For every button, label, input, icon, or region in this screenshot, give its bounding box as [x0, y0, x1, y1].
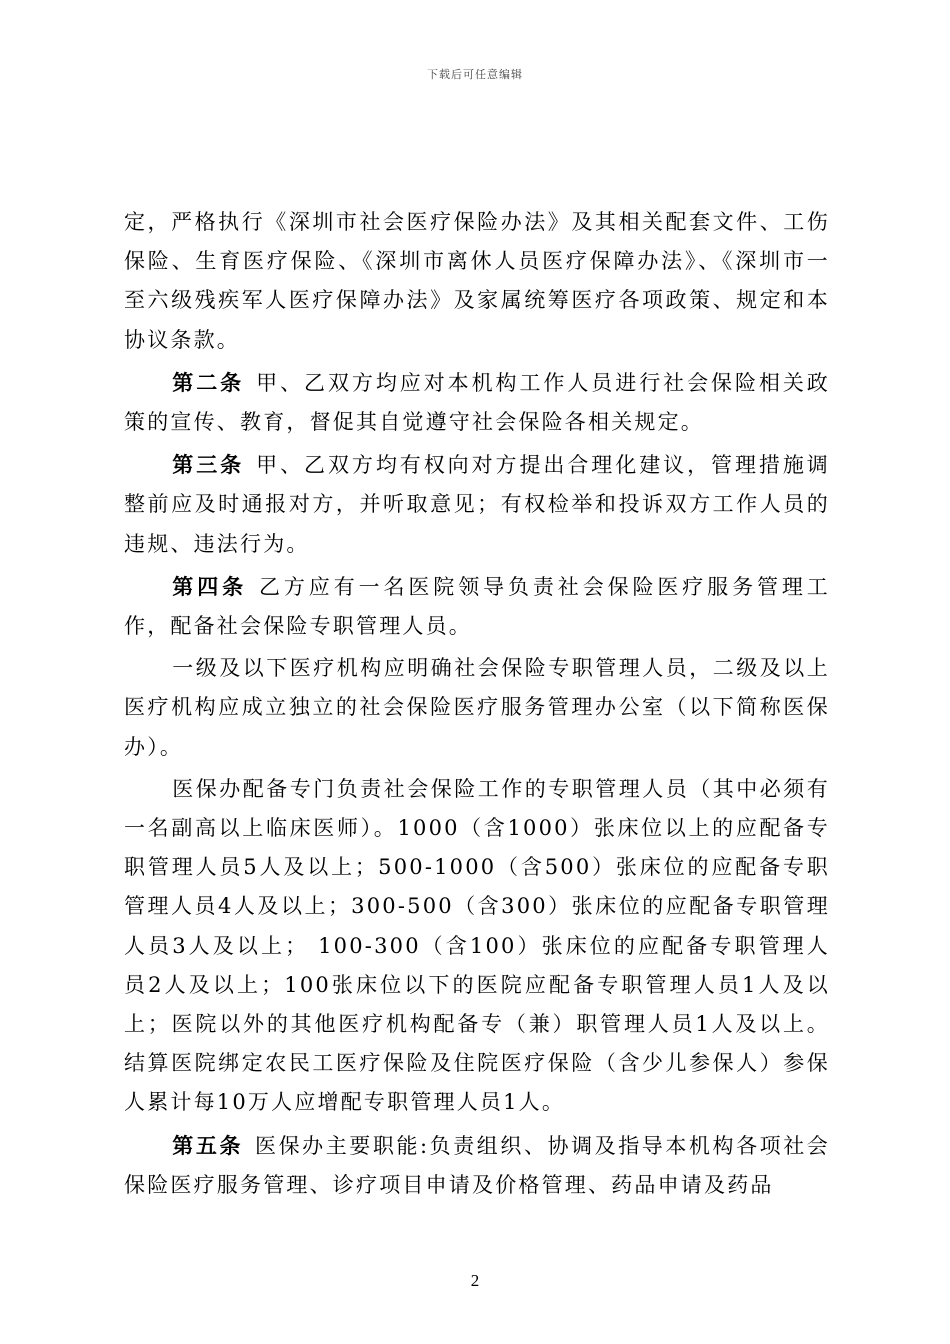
paragraph-text: 医保办配备专门负责社会保险工作的专职管理人员（其中必须有一名副高以上临床医师）。1000（含1000）张床位以上的应配备专职管理人员5人及以上；500-1000（含500）张床位的应配备专职管理人员4人及以上；300-500（含300）张床位的应配备专职管理人员3人及以上； 100-300（含100）张床位的应配备专职管理人员2人及以上；100张床位以下的医院应配备专职管理人员1人及以上；医院以外的其他医疗机构配备专（兼）职管理人员1人及以上。结算医院绑定农民工医疗保险及住院医疗保险（含少儿参保人）参保人累计每10万人应增配专职管理人员1人。 [124, 776, 830, 1115]
article-3-text: 甲、乙双方均有权向对方提出合理化建议，管理措施调整前应及时通报对方，并听取意见；有权检举和投诉双方工作人员的违规、违法行为。 [124, 453, 830, 556]
paragraph-continuation [124, 203, 830, 360]
header-note: 下载后可任意编辑 [427, 68, 523, 81]
article-4-sub-paragraph-2 [124, 770, 830, 1123]
paragraph-text: 一级及以下医疗机构应明确社会保险专职管理人员，二级及以上医疗机构应成立独立的社会保险医疗服务管理办公室（以下简称医保办）。 [124, 656, 830, 759]
article-4-paragraph [124, 567, 830, 646]
article-3-paragraph [124, 445, 830, 564]
article-4-title: 第四条 [172, 573, 247, 599]
paragraph-text: 定，严格执行《深圳市社会医疗保险办法》及其相关配套文件、工伤保险、生育医疗保险、《深圳市离休人员医疗保障办法》、《深圳市一至六级残疾军人医疗保障办法》及家属统筹医疗各项政策、规定和本协议条款。 [124, 210, 830, 352]
article-2-text: 甲、乙双方均应对本机构工作人员进行社会保险相关政策的宣传、教育，督促其自觉遵守社会保险各相关规定。 [124, 370, 830, 435]
article-2-title: 第二条 [172, 369, 245, 395]
article-4-sub-paragraph-1 [124, 649, 830, 767]
article-5-text: 医保办主要职能:负责组织、协调及指导本机构各项社会保险医疗服务管理、诊疗项目申请及价格管理、药品申请及药品 [124, 1133, 830, 1197]
article-2-paragraph [124, 363, 830, 442]
article-4-text: 乙方应有一名医院领导负责社会保险医疗服务管理工作，配备社会保险专职管理人员。 [124, 574, 830, 639]
page-number: 2 [470, 1271, 480, 1290]
article-5-title: 第五条 [172, 1132, 244, 1158]
article-5-paragraph [124, 1126, 830, 1205]
document-body [124, 203, 830, 1205]
article-3-title: 第三条 [172, 452, 245, 478]
